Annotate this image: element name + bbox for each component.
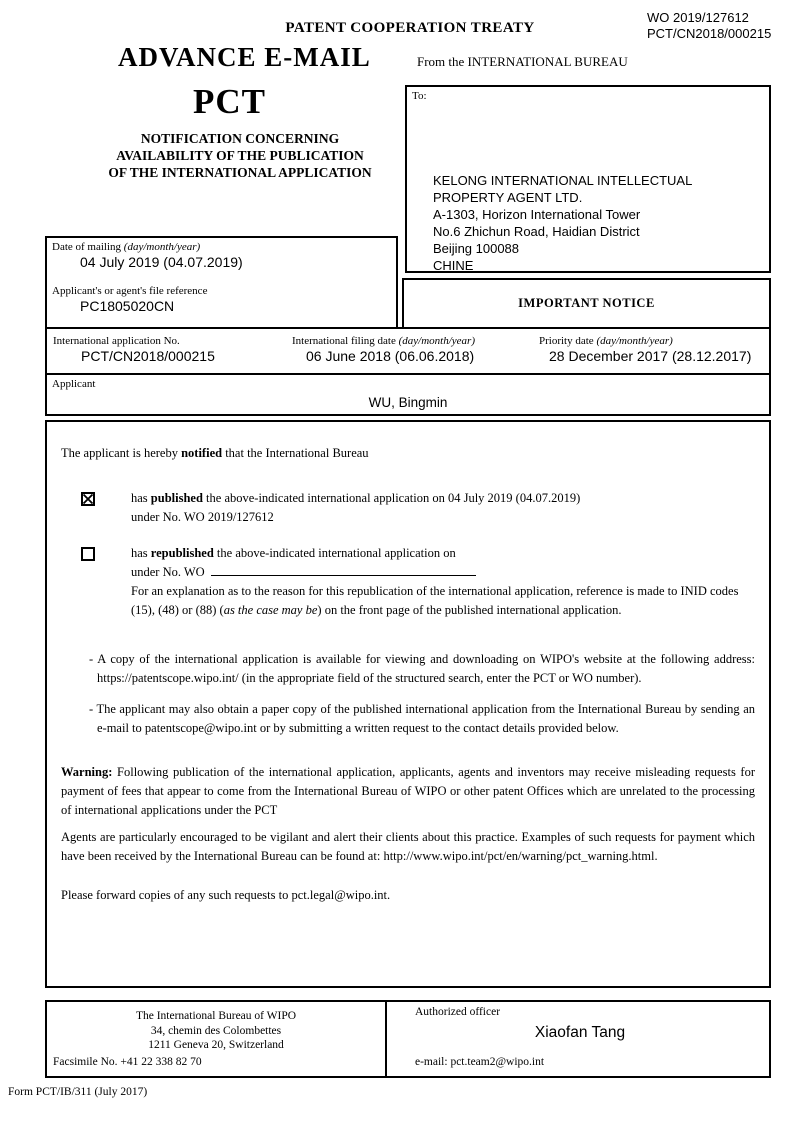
republication-explanation: For an explanation as to the reason for this republication of the international application, reference is made to INID codes (15), (48) or (88) (as the case may be) on the front page of the published international application. <box>131 584 739 617</box>
footer-email: e-mail: pct.team2@wipo.int <box>415 1056 545 1068</box>
published-item-text: has published the above-indicated international application on 04 July 2019 (04.07.2019) under No. WO 2019/127612 <box>131 489 580 527</box>
applicant-row <box>45 373 771 416</box>
patentscope-url: https://patentscope.wipo.int/ <box>97 671 239 685</box>
published-wo-number: under No. WO 2019/127612 <box>131 510 274 524</box>
intro-paragraph: The applicant is hereby notified that the International Bureau <box>61 446 369 460</box>
footer-box <box>45 1000 771 1078</box>
recipient-address-line: PROPERTY AGENT LTD. <box>433 190 583 205</box>
treaty-title: PATENT COOPERATION TREATY <box>285 20 535 36</box>
notification-title-line: NOTIFICATION CONCERNING <box>140 131 340 146</box>
filing-date-field <box>292 332 475 364</box>
forward-paragraph: Please forward copies of any such requests to pct.legal@wipo.int. <box>61 888 391 902</box>
agents-paragraph: Agents are particularly encouraged to be vigilant and alert their clients about this practice. Examples of such requests for payment which have been received by the International Bureau can be found at: http://www.wipo.int/pct/en/warning/pct_warning.html. <box>61 830 755 863</box>
notification-title-line: AVAILABILITY OF THE PUBLICATION <box>116 148 364 163</box>
priority-date-value: 28 December 2017 (28.12.2017) <box>549 348 752 364</box>
applicant-value: WU, Bingmin <box>368 395 448 410</box>
file-reference-label: Applicant's or agent's file reference <box>52 285 208 297</box>
filing-date-value: 06 June 2018 (06.06.2018) <box>306 348 475 364</box>
recipient-address-line: CHINE <box>433 258 474 273</box>
important-notice-text: IMPORTANT NOTICE <box>518 296 655 310</box>
form-number: Form PCT/IB/311 (July 2017) <box>8 1086 148 1098</box>
intl-application-no-value: PCT/CN2018/000215 <box>81 348 215 364</box>
recipient-address-line: A-1303, Horizon International Tower <box>433 207 641 222</box>
notification-body <box>45 420 771 988</box>
recipient-box <box>405 85 771 273</box>
facsimile-number: Facsimile No. +41 22 338 82 70 <box>53 1056 202 1068</box>
filing-date-label: International filing date (day/month/year) <box>292 335 475 347</box>
published-item <box>81 489 755 527</box>
date-of-mailing-label: Date of mailing (day/month/year) <box>52 241 201 253</box>
to-label: To: <box>412 90 427 102</box>
file-reference-value: PC1805020CN <box>80 298 175 314</box>
bureau-address <box>47 1009 385 1053</box>
from-bureau-text: From the INTERNATIONAL BUREAU <box>417 54 628 69</box>
pct-legal-email: pct.legal@wipo.int <box>291 888 388 902</box>
pct-logo: PCT <box>193 82 266 121</box>
notification-title-line: OF THE INTERNATIONAL APPLICATION <box>108 165 372 180</box>
copy-availability-note: - A copy of the international application is available for viewing and downloading on WIPO's website at the following address: https://patentscope.wipo.int/ (in the appropriate field of the structured search, enter the PCT or WO number). <box>89 652 755 685</box>
priority-date-field <box>539 332 751 364</box>
intl-application-no-label: International application No. <box>53 335 180 347</box>
checkbox-unchecked-icon <box>81 547 95 561</box>
bureau-address-line: The International Bureau of WIPO <box>135 1010 297 1022</box>
mailing-box <box>45 236 398 327</box>
notification-title <box>58 130 422 181</box>
recipient-address-line: KELONG INTERNATIONAL INTELLECTUAL <box>433 173 693 188</box>
authorized-officer-name: Xiaofan Tang <box>534 1024 626 1041</box>
date-of-mailing-value: 04 July 2019 (04.07.2019) <box>80 254 243 270</box>
wo-publication-number: WO 2019/127612 <box>647 10 749 25</box>
pct-application-number: PCT/CN2018/000215 <box>647 26 772 41</box>
applicant-label: Applicant <box>52 378 96 390</box>
advance-email-heading: ADVANCE E-MAIL <box>118 42 371 72</box>
bureau-address-line: 34, chemin des Colombettes <box>150 1024 282 1037</box>
recipient-address-line: No.6 Zhichun Road, Haidian District <box>433 224 640 239</box>
application-info-row <box>45 327 771 373</box>
republished-item-text: has republished the above-indicated international application on under No. WO For an explanation as to the reason for this republication of the international application, reference is made to INID codes (15), (48) or (88) (as the case may be) on the front page of the published international application. <box>131 544 755 620</box>
bureau-address-line: 1211 Geneva 20, Switzerland <box>148 1039 284 1051</box>
warning-paragraph: Warning: Following publication of the international application, applicants, agents and inventors may receive misleading requests for payment of fees that appear to come from the International Bureau of WIPO or other patent Offices which are unrelated to the processing of international applications under the PCT <box>61 765 755 817</box>
priority-date-label: Priority date (day/month/year) <box>539 335 673 347</box>
paper-copy-note: - The applicant may also obtain a paper copy of the published international application from the International Bureau by sending an e-mail to patentscope@wipo.int or by submitting a written request to the contact details provided below. <box>89 702 755 735</box>
important-notice-box <box>402 278 771 327</box>
recipient-address-line: Beijing 100088 <box>433 241 520 256</box>
warning-url: http://www.wipo.int/pct/en/warning/pct_warning.html <box>383 849 655 863</box>
checkbox-checked-icon <box>81 492 95 506</box>
patentscope-email: patentscope@wipo.int <box>144 721 257 735</box>
republished-item <box>81 544 755 620</box>
header-numbers <box>647 10 771 42</box>
authorized-officer-label: Authorized officer <box>415 1006 501 1018</box>
blank-line <box>211 564 476 576</box>
intl-application-no-field <box>53 332 215 364</box>
recipient-address <box>433 172 692 274</box>
